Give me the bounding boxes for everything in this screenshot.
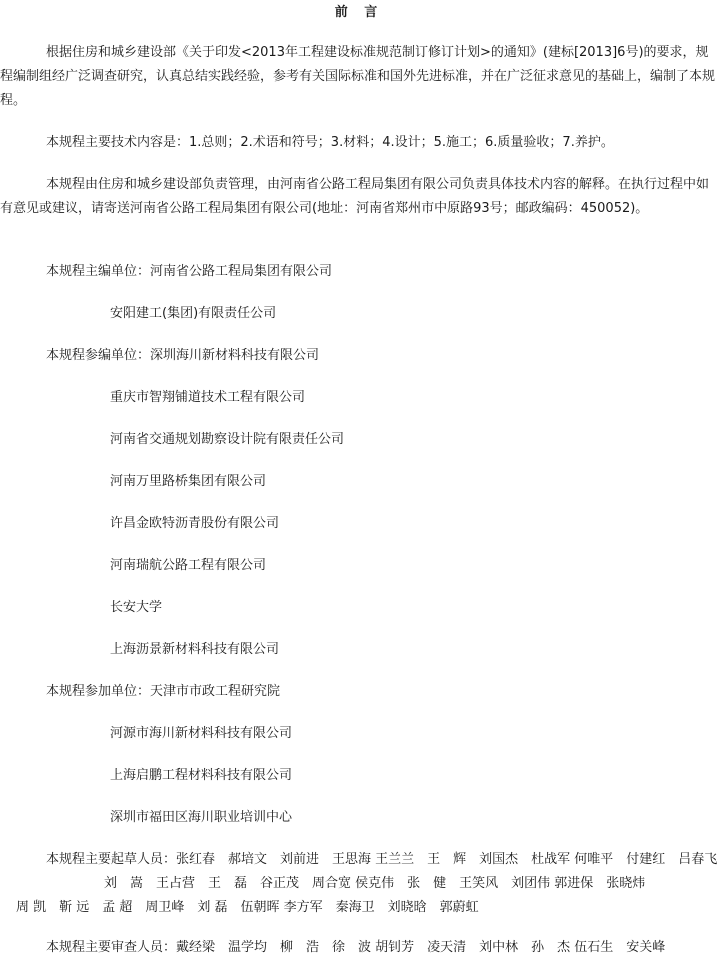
participating-units-line xyxy=(46,346,319,366)
drafters-names: 刘 嵩 王占营 王 磊 谷正茂 周合宽 侯克伟 张 健 王笑风 刘团伟 郭进保 张晓炜 xyxy=(104,876,646,891)
participating-unit: 河南省交通规划勘察设计院有限责任公司 xyxy=(110,432,345,447)
joining-units-line xyxy=(46,682,280,702)
content-paragraph: 本规程主要技术内容是：1.总则；2.术语和符号；3.材料；4.设计；5.施工；6.质量验收；7.养护。 xyxy=(46,135,614,150)
joining-unit: 上海启鹏工程材料科技有限公司 xyxy=(110,768,293,783)
joining-units-label: 本规程参加单位： xyxy=(46,684,151,699)
drafters-label: 本规程主要起草人员： xyxy=(46,852,177,867)
drafters-line xyxy=(46,850,717,870)
reviewers-label: 本规程主要审查人员： xyxy=(46,940,177,955)
reviewers-names: 戴经梁 温学均 柳 浩 徐 波 胡钊芳 凌天清 刘中林 孙 杰 伍石生 安关峰 xyxy=(176,940,666,955)
intro-paragraph: 根据住房和城乡建设部《关于印发<2013年工程建设标准规范制订修订计划>的通知》(建标[2013]6号)的要求，规程编制组经广泛调查研究，认真总结实践经验，参考有关国际标准和国外先进标准，并在广泛征求意见的基础上，编制了本规程。 xyxy=(0,45,716,108)
chief-units-label: 本规程主编单位： xyxy=(46,264,151,279)
page-title: 前 言 xyxy=(334,5,384,20)
joining-unit: 河源市海川新材料科技有限公司 xyxy=(110,726,293,741)
participating-unit: 上海沥景新材料科技有限公司 xyxy=(110,642,280,657)
reviewers-line xyxy=(46,938,665,958)
participating-unit: 深圳海川新材料科技有限公司 xyxy=(150,348,320,363)
drafters-names: 张红春 郝培文 刘前进 王思海 王兰兰 王 辉 刘国杰 杜战军 何唯平 付建红 吕春飞 xyxy=(176,852,718,867)
chief-unit: 河南省公路工程局集团有限公司 xyxy=(150,264,333,279)
joining-unit: 深圳市福田区海川职业培训中心 xyxy=(110,810,293,825)
drafters-names: 周 凯 靳 远 孟 超 周卫峰 刘 磊 伍朝晖 李方军 秦海卫 刘晓晗 郭蔚虹 xyxy=(16,900,479,915)
participating-unit: 重庆市智翔铺道技术工程有限公司 xyxy=(110,390,306,405)
participating-unit: 长安大学 xyxy=(110,600,163,615)
participating-unit: 河南瑞航公路工程有限公司 xyxy=(110,558,267,573)
chief-unit: 安阳建工(集团)有限责任公司 xyxy=(110,306,277,321)
management-paragraph: 本规程由住房和城乡建设部负责管理，由河南省公路工程局集团有限公司负责具体技术内容的解释。在执行过程中如有意见或建议，请寄送河南省公路工程局集团有限公司(地址：河南省郑州市中原路93号；邮政编码：450052)。 xyxy=(0,177,710,216)
participating-unit: 河南万里路桥集团有限公司 xyxy=(110,474,267,489)
chief-units-line xyxy=(46,262,332,282)
participating-unit: 许昌金欧特沥青股份有限公司 xyxy=(110,516,280,531)
joining-unit: 天津市市政工程研究院 xyxy=(150,684,281,699)
participating-units-label: 本规程参编单位： xyxy=(46,348,151,363)
